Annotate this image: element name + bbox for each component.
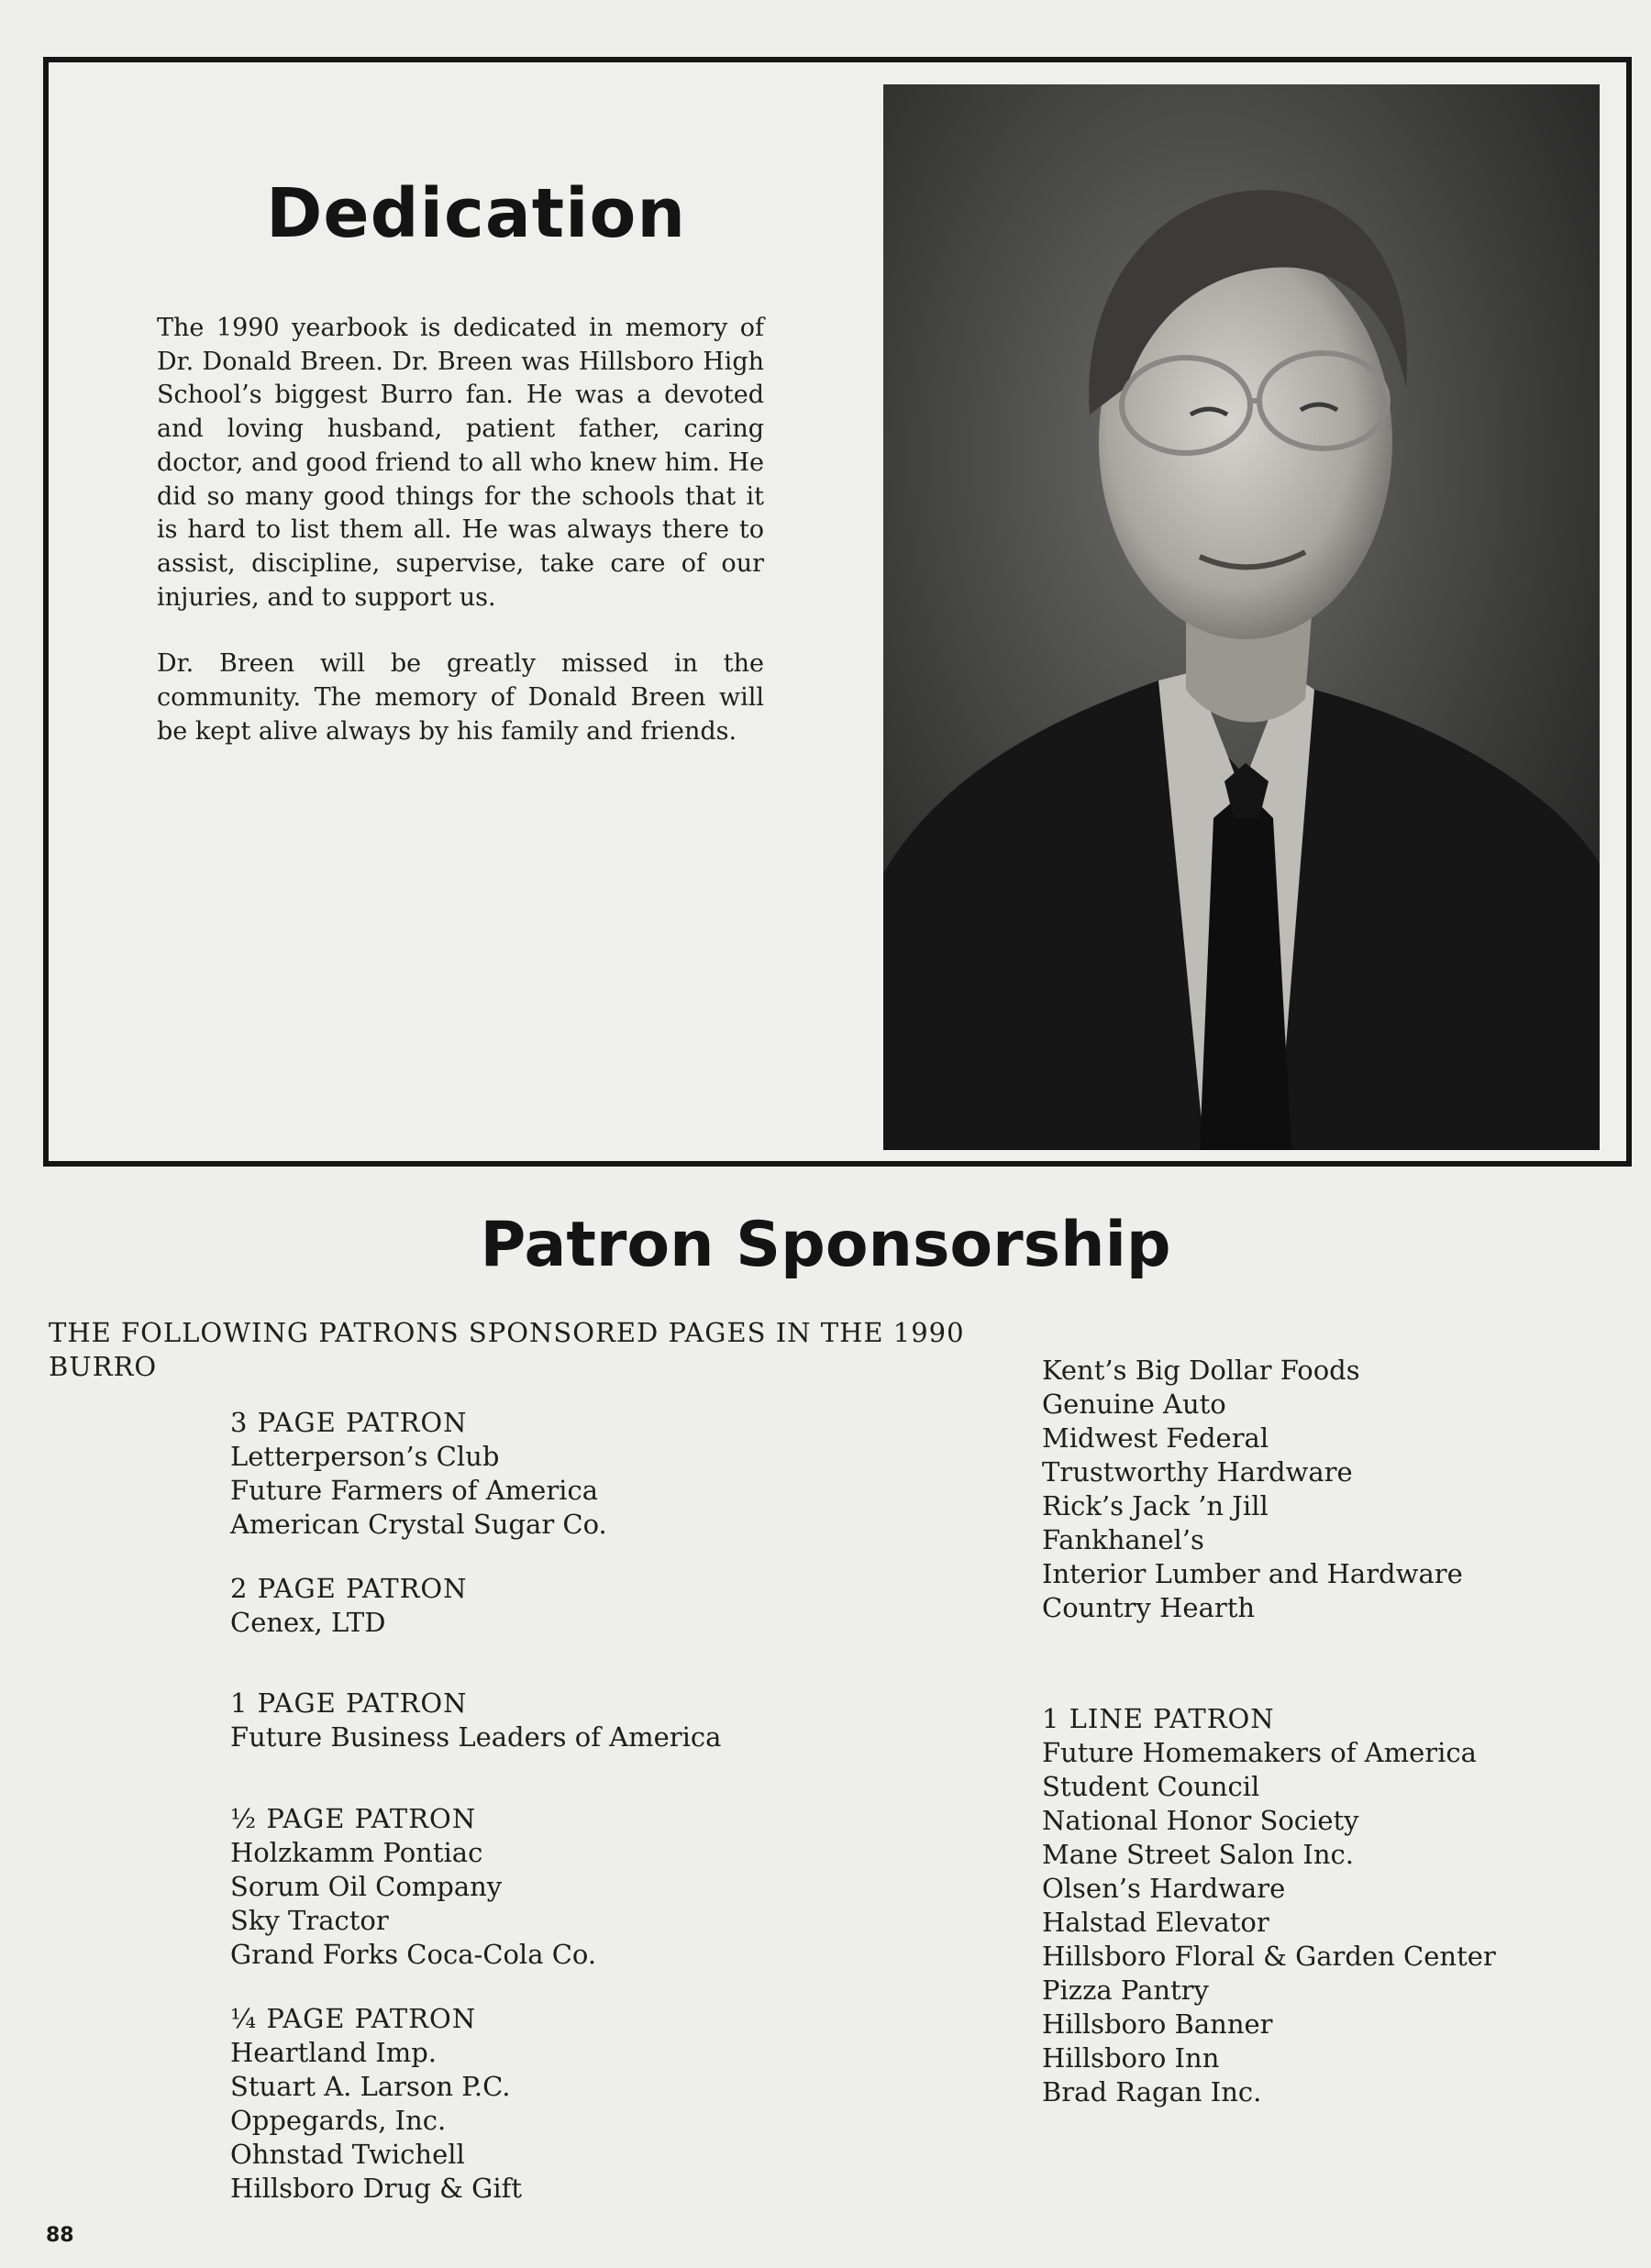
- patron-group-heading: ¼ PAGE PATRON: [230, 2003, 477, 2034]
- patron-column-left: [230, 1406, 721, 2236]
- patron-group-heading: 2 PAGE PATRON: [230, 1573, 468, 1604]
- patron-intro: THE FOLLOWING PATRONS SPONSORED PAGES IN THE 1990 BURRO: [49, 1317, 965, 1382]
- patron-name: Hillsboro Inn: [1042, 2042, 1220, 2074]
- patron-name: Interior Lumber and Hardware: [1042, 1558, 1463, 1589]
- patron-group: [230, 1802, 721, 1972]
- dedication-paragraph-1: The 1990 yearbook is dedicated in memory of Dr. Donald Breen. Dr. Breen was Hillsboro High School’s biggest Burro fan. He was a devoted and loving husband, patient father, caring doctor, and good friend to all who knew him. He did so many good things for the schools that it is hard to list them all. He was always there to assist, discipline, supervise, take care of our injuries, and to support us.: [157, 314, 764, 612]
- patron-name: Grand Forks Coca-Cola Co.: [230, 1939, 597, 1970]
- patron-name: Country Hearth: [1042, 1592, 1256, 1623]
- patron-name: Rick’s Jack ’n Jill: [1042, 1490, 1269, 1521]
- patron-name: Brad Ragan Inc.: [1042, 2076, 1262, 2108]
- dedication-text: [157, 312, 764, 781]
- patron-group-heading: 3 PAGE PATRON: [230, 1407, 468, 1438]
- patron-group: [230, 1572, 721, 1640]
- patron-column-right: [1042, 1354, 1496, 2140]
- page-number: 88: [46, 2224, 74, 2247]
- patron-group-heading: 1 PAGE PATRON: [230, 1687, 468, 1719]
- dedication-title: Dedication: [266, 174, 687, 253]
- patron-group-heading: 1 LINE PATRON: [1042, 1703, 1275, 1734]
- patron-continued-list: [1042, 1354, 1496, 1625]
- patron-name: Student Council: [1042, 1771, 1260, 1802]
- dedication-paragraph-2: Dr. Breen will be greatly missed in the community. The memory of Donald Breen will be kept alive always by his family and friends.: [157, 649, 764, 746]
- patron-name: American Crystal Sugar Co.: [230, 1509, 607, 1540]
- patron-name: Fankhanel’s: [1042, 1524, 1204, 1555]
- patron-name: Trustworthy Hardware: [1042, 1456, 1353, 1488]
- patron-name: Genuine Auto: [1042, 1388, 1226, 1420]
- patron-name: Holzkamm Pontiac: [230, 1837, 483, 1868]
- patron-name: Ohnstad Twichell: [230, 2139, 465, 2170]
- patron-name: Hillsboro Banner: [1042, 2008, 1273, 2040]
- patron-name: Future Business Leaders of America: [230, 1721, 722, 1753]
- patron-name: Hillsboro Drug & Gift: [230, 2173, 522, 2204]
- patron-name: Halstad Elevator: [1042, 1907, 1269, 1938]
- patron-name: Hillsboro Floral & Garden Center: [1042, 1941, 1496, 1972]
- patron-name: Mane Street Salon Inc.: [1042, 1839, 1354, 1870]
- patron-name: Letterperson’s Club: [230, 1441, 500, 1472]
- patron-group-heading: ½ PAGE PATRON: [230, 1803, 477, 1834]
- patron-name: Future Homemakers of America: [1042, 1737, 1477, 1768]
- patron-name: Cenex, LTD: [230, 1607, 386, 1638]
- patron-name: Sorum Oil Company: [230, 1871, 503, 1902]
- patron-name: Kent’s Big Dollar Foods: [1042, 1355, 1360, 1386]
- patron-name: Stuart A. Larson P.C.: [230, 2071, 511, 2102]
- patron-name: Oppegards, Inc.: [230, 2105, 447, 2136]
- patron-group: [230, 1687, 721, 1754]
- patron-name: Heartland Imp.: [230, 2037, 438, 2068]
- portrait-photo: [883, 84, 1600, 1150]
- patron-sponsorship-title: Patron Sponsorship: [480, 1209, 1171, 1281]
- patron-name: Olsen’s Hardware: [1042, 1873, 1286, 1904]
- patron-name: National Honor Society: [1042, 1805, 1359, 1836]
- patron-name: Sky Tractor: [230, 1905, 389, 1936]
- patron-group: [1042, 1702, 1496, 2109]
- patron-name: Midwest Federal: [1042, 1422, 1269, 1454]
- patron-name: Pizza Pantry: [1042, 1975, 1209, 2006]
- patron-group: [230, 1406, 721, 1542]
- patron-name: Future Farmers of America: [230, 1475, 598, 1506]
- patron-group: [230, 2002, 721, 2206]
